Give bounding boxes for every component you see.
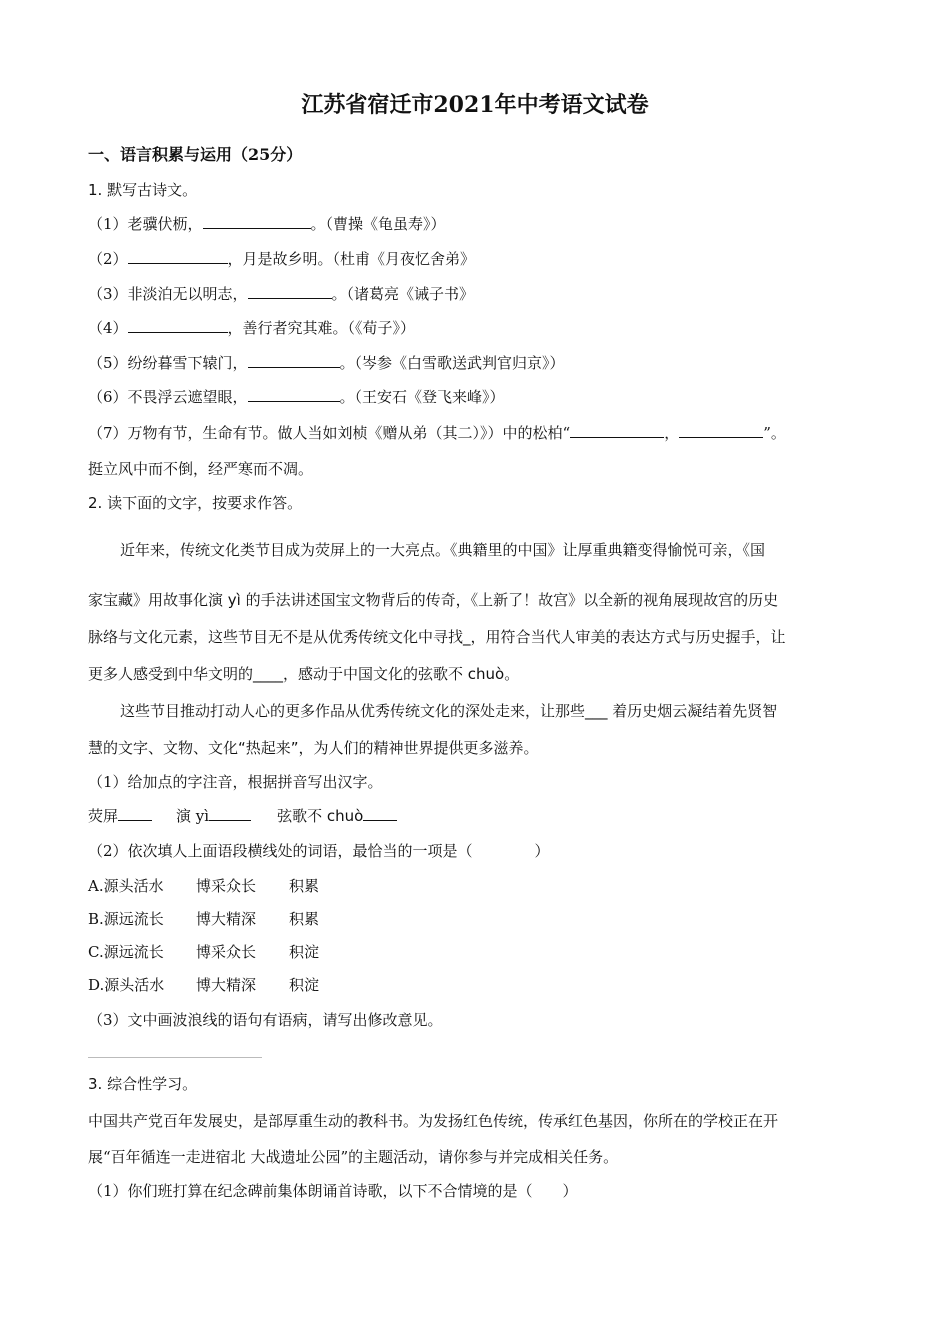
passage-line: 近年来，传统文化类节目成为荧屏上的一大亮点。《典籍里的中国》让厚重典籍变得愉悦可亲，《国 <box>120 541 766 559</box>
item-text: （1）老骥伏枥， <box>88 215 203 233</box>
option-a[interactable] <box>88 876 319 896</box>
answer-blank[interactable] <box>248 387 340 402</box>
item-source: 。（诸葛亮《诫子书》 <box>331 285 475 303</box>
option-d[interactable] <box>88 975 319 995</box>
option-word-2: 博大精深 <box>196 976 257 994</box>
q3-paragraph-line: 中国共产党百年发展史，是部厚重生动的教科书。为发扬红色传统，传承红色基因，你所在的学校正在开 <box>88 1112 779 1130</box>
item-text: （7）万物有节，生命有节。做人当如刘桢《赠从弟（其二）》）中的松柏“ <box>88 424 571 442</box>
item-source: 。（岑参《白雪歌送武判官归京》） <box>339 354 565 372</box>
option-b[interactable] <box>88 909 319 929</box>
answer-blank[interactable] <box>128 249 228 264</box>
page-title: 江苏省宿迁市2021年中考语文试卷 <box>301 92 649 118</box>
q3-sub1 <box>88 1181 578 1201</box>
item-separator: ， <box>664 424 680 442</box>
option-word-3: 积累 <box>289 877 320 895</box>
q2-sub3: （3）文中画波浪线的语句有语病，请写出修改意见。 <box>88 1011 443 1029</box>
option-label: D.源头活水 <box>88 976 165 994</box>
option-word-2: 博大精深 <box>196 910 257 928</box>
item-text: （5）纷纷暮雪下辕门， <box>88 354 248 372</box>
answer-blank[interactable] <box>118 806 152 821</box>
q3-prompt <box>88 1074 197 1094</box>
passage-line: 慧的文字、文物、文化“热起来”，为人们的精神世界提供更多滋养。 <box>88 739 539 757</box>
pinyin-item-2: 演 yì <box>176 807 210 825</box>
option-label: C.源远流长 <box>88 943 164 961</box>
item-source: ，善行者究其难。（《荀子》） <box>227 319 416 337</box>
item-source: 。（曹操《龟虽寿》） <box>310 215 446 233</box>
item-text: （3）非淡泊无以明志， <box>88 285 248 303</box>
q1-item-4 <box>88 318 415 338</box>
q1-prompt <box>88 180 197 200</box>
item-source: 。（王安石《登飞来峰》） <box>339 388 505 406</box>
divider <box>88 1057 262 1058</box>
q1-item-1 <box>88 214 446 234</box>
item-source: ，月是故乡明。（杜甫《月夜忆舍弟》 <box>227 250 476 268</box>
answer-blank[interactable] <box>209 806 251 821</box>
item-text: （6）不畏浮云遮望眼， <box>88 388 248 406</box>
passage-line: 更多人感受到中华文明的____，感动于中国文化的弦歌不 chuò。 <box>88 665 520 683</box>
option-word-2: 博采众长 <box>196 943 257 961</box>
q1-item-2 <box>88 249 475 269</box>
sub2-text: （2）依次填人上面语段横线处的词语，最恰当的一项是（ <box>88 842 473 860</box>
pinyin-item-3: 弦歌不 chuò <box>277 807 364 825</box>
answer-blank[interactable] <box>679 423 763 438</box>
answer-blank[interactable] <box>203 214 311 229</box>
q1-item-5 <box>88 353 565 373</box>
option-label: B.源远流长 <box>88 910 164 928</box>
q1-number: 1. <box>88 181 103 199</box>
q2-number: 2. <box>88 494 103 512</box>
q2-text: 读下面的文字，按要求作答。 <box>107 494 303 512</box>
answer-blank[interactable] <box>128 318 228 333</box>
item-close: ”。 <box>763 424 786 442</box>
item-text: （4） <box>88 319 128 337</box>
answer-blank[interactable] <box>363 806 397 821</box>
passage-line: 这些节目推动打动人心的更多作品从优秀传统文化的深处走来，让那些___ 着历史烟云凝结着先贤智 <box>120 702 778 720</box>
sub1-close: ） <box>562 1182 578 1200</box>
q1-text: 默写古诗文。 <box>107 181 198 199</box>
sub1-text: （1）你们班打算在纪念碑前集体朗诵首诗歌，以下不合情境的是（ <box>88 1182 533 1200</box>
answer-blank[interactable] <box>248 284 332 299</box>
q2-prompt <box>88 493 302 513</box>
q1-item-6 <box>88 387 505 407</box>
section-heading: 一、语言积累与运用（25分） <box>88 145 303 164</box>
q2-sub2 <box>88 841 550 861</box>
sub2-close: ） <box>534 842 550 860</box>
option-label: A.源头活水 <box>88 877 164 895</box>
item-text: （2） <box>88 250 128 268</box>
option-c[interactable] <box>88 942 319 962</box>
pinyin-row <box>88 806 397 826</box>
q1-item-7 <box>88 423 786 443</box>
option-word-3: 积淀 <box>289 976 320 994</box>
q3-number: 3. <box>88 1075 103 1093</box>
passage-line: 脉络与文化元素，这些节目无不是从优秀传统文化中寻找_，用符合当代人审美的表达方式与历史握手，让 <box>88 628 786 646</box>
option-word-3: 积累 <box>289 910 320 928</box>
q3-paragraph-line: 展“百年循连一走进宿北 大战遗址公园”的主题活动，请你参与并完成相关任务。 <box>88 1148 619 1166</box>
q2-sub1: （1）给加点的字注音，根据拼音写出汉字。 <box>88 773 383 791</box>
answer-blank[interactable] <box>570 423 664 438</box>
option-word-3: 积淀 <box>289 943 320 961</box>
answer-blank[interactable] <box>248 353 340 368</box>
q1-item-3 <box>88 284 474 304</box>
passage-line: 家宝藏》用故事化演 yì 的手法讲述国宝文物背后的传奇，《上新了！故宫》以全新的视角展现故宫的历史 <box>88 591 779 609</box>
q1-item-7-continued: 挺立风中而不倒，经严寒而不凋。 <box>88 460 314 478</box>
pinyin-item-1: 荧屏 <box>88 807 119 825</box>
q3-text: 综合性学习。 <box>107 1075 198 1093</box>
option-word-2: 博采众长 <box>196 877 257 895</box>
